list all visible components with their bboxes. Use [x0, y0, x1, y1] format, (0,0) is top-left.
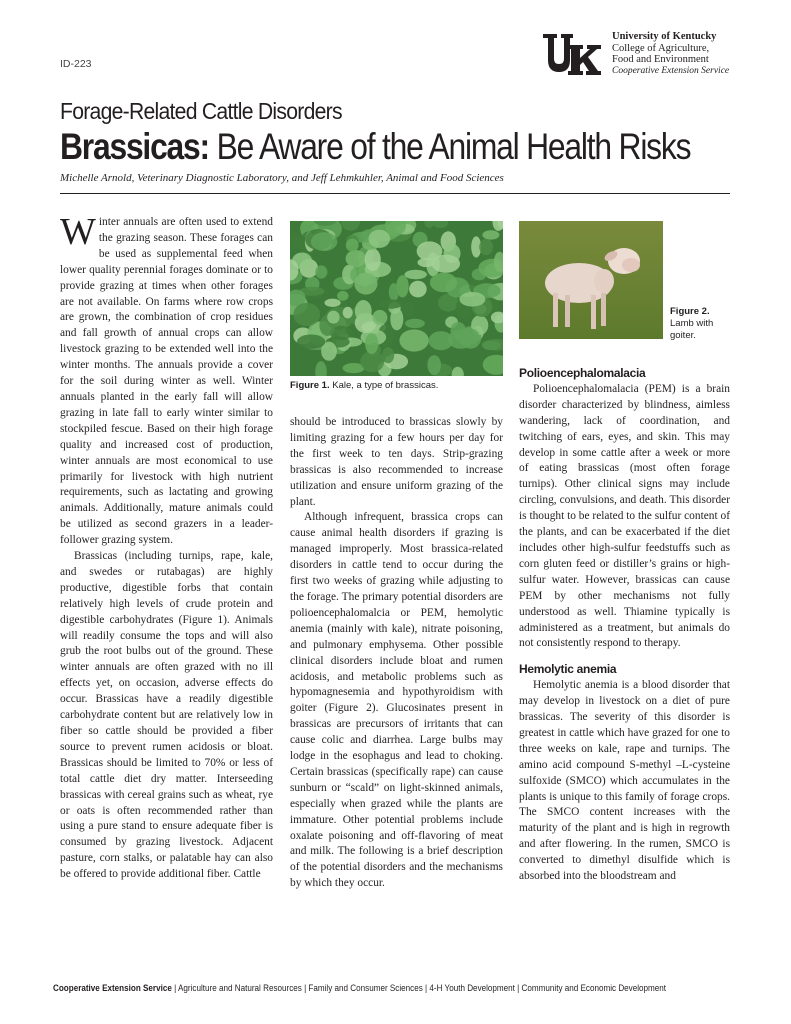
column-2	[290, 415, 503, 930]
figure-1-kale-photo	[290, 221, 503, 376]
header-rule	[60, 193, 730, 194]
title-bold: Brassicas:	[60, 126, 209, 167]
footer-lead: Cooperative Extension Service	[53, 983, 172, 993]
extension-service-name: Cooperative Extension Service	[612, 65, 730, 76]
figure-2-lamb-photo	[519, 221, 663, 339]
intro-paragraph	[60, 215, 273, 549]
figure-1-label: Figure 1.	[290, 380, 330, 391]
university-of-kentucky-logo	[541, 31, 603, 77]
lamb-image	[519, 221, 663, 339]
intro-text: inter annuals are often used to extend the grazing season. These forages can be used as supplemental feed when lower quality perennial forages dominate or to provide grazing at times when other forages are not available. On farms where row crops are grown, the combination of crop residues and fall growth of annual crops can allow livestock grazing to be extended well into the winter months. The annuals provide a cover for the soil during winter as well. Winter annuals planted in the early fall will allow grazing in late fall to early winter similar to stockpiled fescue. Based on their high forage quality and increased cost of production, winter annuals are most economical to use primarily for livestock with high nutrient requirements, such as lactating and growing animals. Additionally, mature animals could be utilized as second grazers in a leader-follower grazing system.	[60, 216, 273, 547]
introduction-paragraph: should be introduced to brassicas slowly by limiting grazing for a few hours per day for the first week to ten days. Strip-grazing brassicas is also recommended to increase utilization and ensure uniform grazing of the plant.	[290, 416, 503, 508]
figure-2-caption-text: Lamb with goiter.	[670, 318, 714, 341]
authors-line: Michelle Arnold, Veterinary Diagnostic Laboratory, and Jeff Lehmkuhler, Animal and Food Sciences	[60, 172, 504, 184]
college-name-line2: Food and Environment	[612, 54, 709, 65]
footer-programs: | Agriculture and Natural Resources | Family and Consumer Sciences | 4-H Youth Development | Community and Economic Development	[171, 983, 667, 993]
kale-leaves-image	[290, 221, 503, 376]
column-3	[519, 366, 730, 936]
brassicas-paragraph: Brassicas (including turnips, rape, kale, and swedes or rutabagas) are highly productive, digestible forbs that contain relatively high levels of crude protein and digestible carbohydrates (Figure 1). Animals will readily consume the tops and will also grub the root bulbs out of the ground. These winter annuals are often grazed with no ill effects yet, on occasion, adverse effects do occur. Brassicas have a readily digestible carbohydrate content but are relatively low in fiber so cattle should be provided a fiber source to prevent rumen acidosis or bloat. Brassicas should be limited to 70% or less of total cattle diet dry matter. Interseeding brassicas with cereal grains such as wheat, rye or oats is often recommended rather than using a pure stand to ensure adequate fiber is consumed by grazing livestock. Adjacent pasture, corn stalks, or palatable hay can also be offered to provide additional fiber. Cattle	[60, 550, 273, 881]
title-rest: Be Aware of the Animal Health Risks	[208, 126, 691, 167]
university-name: University of Kentucky	[612, 31, 717, 42]
section-heading-hemolytic-anemia: Hemolytic anemia	[519, 662, 617, 677]
page-title	[60, 126, 690, 168]
college-name: College of Agriculture,	[612, 42, 710, 54]
disorders-paragraph: Although infrequent, brassica crops can cause animal health disorders if grazing is managed improperly. Most brassica-related disorders in cattle tend to occur during the first two weeks of grazing while adjusting to the forage. The primary potential disorders are polioencephalomalcia or PEM, hemolytic anemia (mainly with kale), nitrate poisoning, and pulmonary emphysema. Other possible clinical disorders include bloat and rumen acidosis, and metabolic problems such as hypomagnesemia and hypothyroidism with goiter (Figure 2). Glucosinates present in brassicas are precursors of irritants that can cause colic and diarrhea. Large bulbs may lodge in the esophagus and lead to choking. Certain brassicas (specifically rape) can cause sunburn or “scald” on light-skinned animals, especially when grazed while the plants are immature. Other potential problems include oxalate poisoning and off-flavoring of meat and milk. The following is a brief description of the potential disorders and the mechanisms by which they occur.	[290, 511, 503, 890]
figure-2-caption	[670, 306, 732, 342]
document-id: ID-223	[60, 58, 92, 70]
hemolytic-anemia-paragraph: Hemolytic anemia is a blood disorder that may develop in livestock on a diet of pure brassicas. The severity of this disorder is greatest in cattle which have grazed for one to three weeks on kale, rape and turnips. The amino acid compound S-methyl –L-cysteine sulfoxide (SMCO) which accumulates in the plants is unique to this family of forage crops. The SMCO content increases with the maturity of the plant and is high in regrowth and after flowering. In the rumen, SMCO is converted to dimethyl disulfide which is absorbed into the bloodstream and	[519, 679, 730, 883]
figure-2-label: Figure 2.	[670, 306, 710, 317]
figure-1-caption	[290, 380, 503, 392]
institution-block	[612, 31, 729, 77]
footer	[53, 983, 674, 993]
section-heading-pem: Polioencephalomalacia	[519, 366, 646, 380]
drop-cap: W	[60, 215, 96, 253]
figure-1-caption-text: Kale, a type of brassicas.	[329, 380, 439, 391]
series-title: Forage-Related Cattle Disorders	[60, 98, 342, 124]
column-1	[60, 215, 273, 930]
pem-paragraph: Polioencephalomalacia (PEM) is a brain disorder characterized by blindness, aimless wandering, lack of coordination, and twitching of ears, eyes, and skin. This may develop in some cattle after a week or more of eating brassicas (most often forage turnips). Other clinical signs may include circling, convulsions, and death. This disorder is thought to be related to the sulfur content of the plants, and can be exacerbated if the diet includes other high-sulfur feedstuffs such as corn gluten feed or distiller’s grains or high-sulfur water. However, brassicas can cause PEM by other mechanisms not fully understood as well. Thiamine typically is administered as a treatment, but animals do not consistently respond to therapy.	[519, 382, 730, 650]
